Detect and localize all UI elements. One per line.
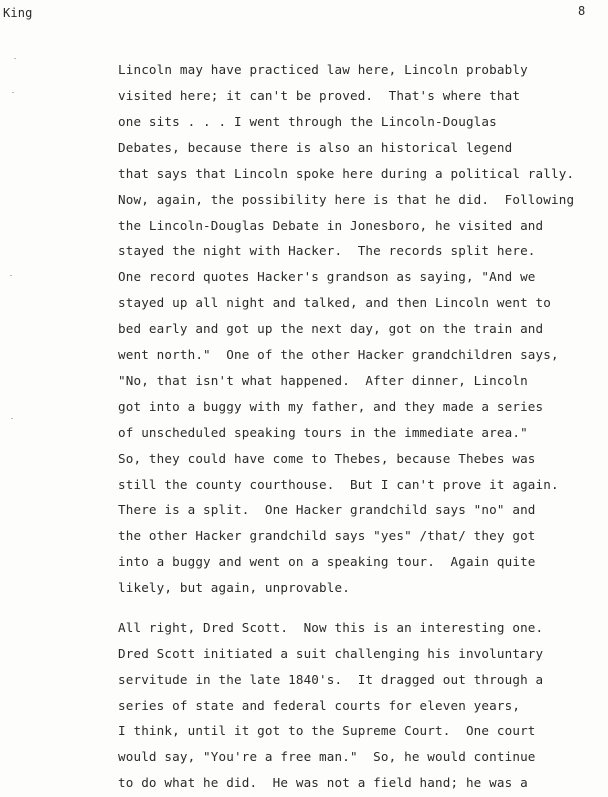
text-line: There is a split. One Hacker grandchild says "no" and — [118, 502, 536, 517]
text-line: got into a buggy with my father, and they made a series — [118, 399, 544, 414]
text-line: "No, that isn't what happened. After dinner, Lincoln — [118, 373, 528, 388]
text-line: would say, "You're a free man." So, he would continue — [118, 749, 536, 764]
text-line: likely, but again, unprovable. — [118, 580, 350, 595]
text-line: that says that Lincoln spoke here during a political rally. — [118, 166, 575, 181]
text-line: I think, until it got to the Supreme Court. One court — [118, 723, 536, 738]
text-line: stayed the night with Hacker. The records split here. — [118, 243, 536, 258]
text-line: stayed up all night and talked, and then Lincoln went to — [118, 295, 551, 310]
margin-speck — [14, 58, 16, 59]
text-line: still the county courthouse. But I can't prove it again. — [118, 477, 559, 492]
margin-speck — [10, 275, 12, 276]
text-line: One record quotes Hacker's grandson as saying, "And we — [118, 269, 536, 284]
page-number: 8 — [578, 4, 586, 18]
text-line: Debates, because there is also an historical legend — [118, 140, 513, 155]
text-line: servitude in the late 1840's. It dragged out through a — [118, 672, 544, 687]
text-line: Now, again, the possibility here is that he did. Following — [118, 192, 575, 207]
text-line: one sits . . . I went through the Lincoln-Douglas — [118, 114, 497, 129]
text-line: series of state and federal courts for eleven years, — [118, 698, 521, 713]
header-name: King — [3, 6, 33, 20]
text-line: Dred Scott initiated a suit challenging his involuntary — [118, 646, 544, 661]
margin-speck — [12, 92, 14, 93]
text-line: the other Hacker grandchild says "yes" /that/ they got — [118, 528, 536, 543]
text-line: bed early and got up the next day, got on the train and — [118, 321, 544, 336]
text-line: to do what he did. He was not a field hand; he was a — [118, 775, 528, 790]
text-line: into a buggy and went on a speaking tour. Again quite — [118, 554, 536, 569]
text-line: went north." One of the other Hacker grandchildren says, — [118, 347, 559, 362]
text-line: Lincoln may have practiced law here, Lincoln probably — [118, 62, 528, 77]
text-line: So, they could have come to Thebes, because Thebes was — [118, 451, 536, 466]
margin-speck — [11, 418, 13, 419]
text-line: visited here; it can't be proved. That's where that — [118, 88, 521, 103]
text-line: of unscheduled speaking tours in the immediate area." — [118, 425, 528, 440]
text-line: All right, Dred Scott. Now this is an interesting one. — [118, 620, 544, 635]
text-line: the Lincoln-Douglas Debate in Jonesboro, he visited and — [118, 218, 544, 233]
